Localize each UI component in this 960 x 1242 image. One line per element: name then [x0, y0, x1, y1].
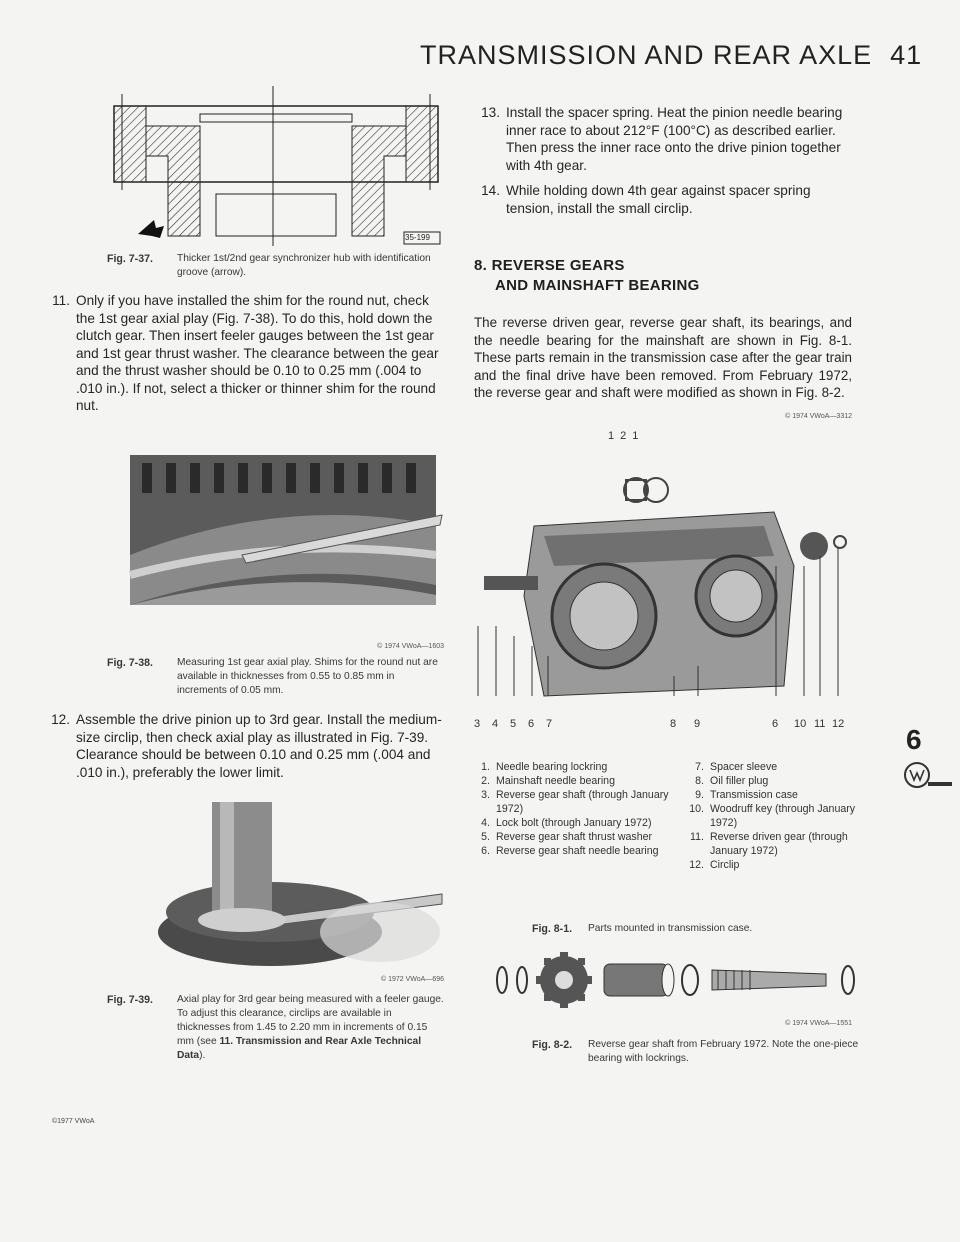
figure-caption-7-38: [107, 656, 444, 700]
figure-caption-8-2: [532, 1038, 860, 1070]
figure-label: Fig. 7-39.: [107, 994, 153, 1006]
step-11: [44, 292, 444, 452]
step-14: [474, 182, 854, 222]
section-heading-line-1: 8. REVERSE GEARS: [474, 257, 625, 274]
chapter-tab-number: 6: [906, 724, 922, 755]
legend-item: 9. Transmission case: [695, 789, 798, 801]
step-text: While holding down 4th gear against spacer spring tension, install the small circlip.: [506, 183, 811, 216]
figure-text: Parts mounted in transmission case.: [588, 923, 753, 934]
third-gear-feeler-photo: [150, 802, 444, 970]
bearing-icon: [604, 964, 668, 996]
vw-logo-icon: [902, 760, 954, 790]
figure-caption-7-39: [107, 993, 444, 1089]
transmission-case-photo: [474, 446, 860, 716]
gear-axial-play-photo: [122, 455, 444, 637]
legend-item: 10. Woodruff key (through January 1972): [689, 803, 856, 829]
section-paragraph: The reverse driven gear, reverse gear shaft, its bearings, and the needle bearing for the mainshaft are shown in Fig. 8-1. These parts remain in the transmission case after the gear train and the final drive have been removed. From February 1972, the reverse gear and shaft were modified as shown in Fig. 8-2.: [474, 315, 852, 400]
drawing-code: 35-199: [405, 233, 430, 242]
legend-item: 6. Reverse gear shaft needle bearing: [481, 845, 659, 857]
reverse-driven-gear-icon: [800, 532, 828, 560]
reverse-shaft-parts-drawing: [486, 942, 860, 1016]
parts-legend-right: [684, 760, 860, 872]
figure-caption-7-37: [107, 252, 444, 284]
section-heading-line-2: AND MAINSHAFT BEARING: [495, 277, 700, 294]
legend-item: 4. Lock bolt (through January 1972): [481, 817, 652, 829]
legend-item: 11. Reverse driven gear (through January 1972): [690, 831, 848, 857]
page-header: [420, 40, 923, 71]
photo-credit: © 1974 VWoA—3312: [785, 413, 852, 420]
parts-legend-left: [474, 760, 670, 858]
washer-icon: [682, 965, 698, 995]
legend-item: 8. Oil filler plug: [695, 775, 769, 787]
legend-item: 5. Reverse gear shaft thrust washer: [481, 831, 653, 843]
legend-item: 12. Circlip: [689, 859, 740, 871]
callouts-top: 121: [608, 430, 645, 442]
arrow-icon: [138, 220, 164, 238]
chapter-title: TRANSMISSION AND REAR AXLE: [420, 40, 873, 70]
lockring-icon: [497, 967, 507, 993]
step-text: Assemble the drive pinion up to 3rd gear. Install the medium-size circlip, then check axial play as illustrated in Fig. 7-39. Clearance should be between 0.10 and 0.25 mm (.004 and .010 in.), preferably the lower limit.: [76, 712, 442, 780]
page-number: 41: [890, 40, 923, 70]
callouts-bottom: 3 4 5 6 7 8 9 6 10 11 12: [474, 718, 845, 730]
figure-caption-8-1: [532, 922, 860, 938]
lockring-icon: [517, 967, 527, 993]
figure-text: Axial play for 3rd gear being measured with a feeler gauge. To adjust this clearance, circlips are available in thicknesses from 1.45 to 2.20 mm in increments of 0.15 mm (see 11. Transmission and Rear Axle Technical Data).: [177, 994, 444, 1061]
step-text: Only if you have installed the shim for the round nut, check the 1st gear axial play (Fig. 7-38). To do this, hold down the clutch gear. Then insert feeler gauges between the 1st gear and 1st gear thrust washer. The clearance between the gear and the thrust washer should be 0.10 to 0.25 mm (.004 to .010 in.). If not, select a thicker or thinner shim for the round nut.: [76, 293, 439, 413]
figure-text: Reverse gear shaft from February 1972. Note the one-piece bearing with lockrings.: [588, 1039, 859, 1064]
legend-item: 7. Spacer sleeve: [695, 761, 778, 773]
photo-credit: © 1972 VWoA—696: [380, 976, 444, 983]
photo-credit: © 1974 VWoA—1551: [785, 1020, 852, 1027]
synchronizer-hub-drawing: [108, 86, 448, 246]
step-number: 12.: [51, 712, 70, 727]
reverse-shaft-icon: [712, 970, 826, 990]
step-text: Install the spacer spring. Heat the pinion needle bearing inner race to about 212°F (100°C) as described earlier. Then press the inner race onto the drive pinion together with 4th gear.: [506, 105, 843, 173]
legend-item: 1. Needle bearing lockring: [481, 761, 608, 773]
copyright-footer: ©1977 VWoA: [52, 1118, 95, 1125]
figure-text: Measuring 1st gear axial play. Shims for the round nut are available in thicknesses from 0.55 to 0.85 mm in increments of 0.05 mm.: [177, 657, 438, 696]
cross-reference: 11. Transmission and Rear Axle Technical Data: [177, 1036, 422, 1061]
figure-label: Fig. 8-2.: [532, 1039, 573, 1051]
step-number: 13.: [481, 105, 500, 120]
step-number: 11.: [52, 293, 70, 308]
legend-item: 3. Reverse gear shaft (through January 1972): [481, 789, 669, 815]
figure-label: Fig. 8-1.: [532, 923, 573, 935]
step-number: 14.: [481, 183, 500, 198]
photo-credit: © 1974 VWoA—1603: [377, 643, 444, 650]
legend-item: 2. Mainshaft needle bearing: [481, 775, 615, 787]
figure-text: Thicker 1st/2nd gear synchronizer hub with identification groove (arrow).: [177, 253, 431, 278]
figure-label: Fig. 7-38.: [107, 657, 153, 669]
step-12: [44, 711, 444, 791]
section-heading: [474, 256, 854, 296]
circlip-icon: [842, 966, 854, 994]
figure-label: Fig. 7-37.: [107, 253, 153, 265]
step-13: [474, 104, 854, 176]
